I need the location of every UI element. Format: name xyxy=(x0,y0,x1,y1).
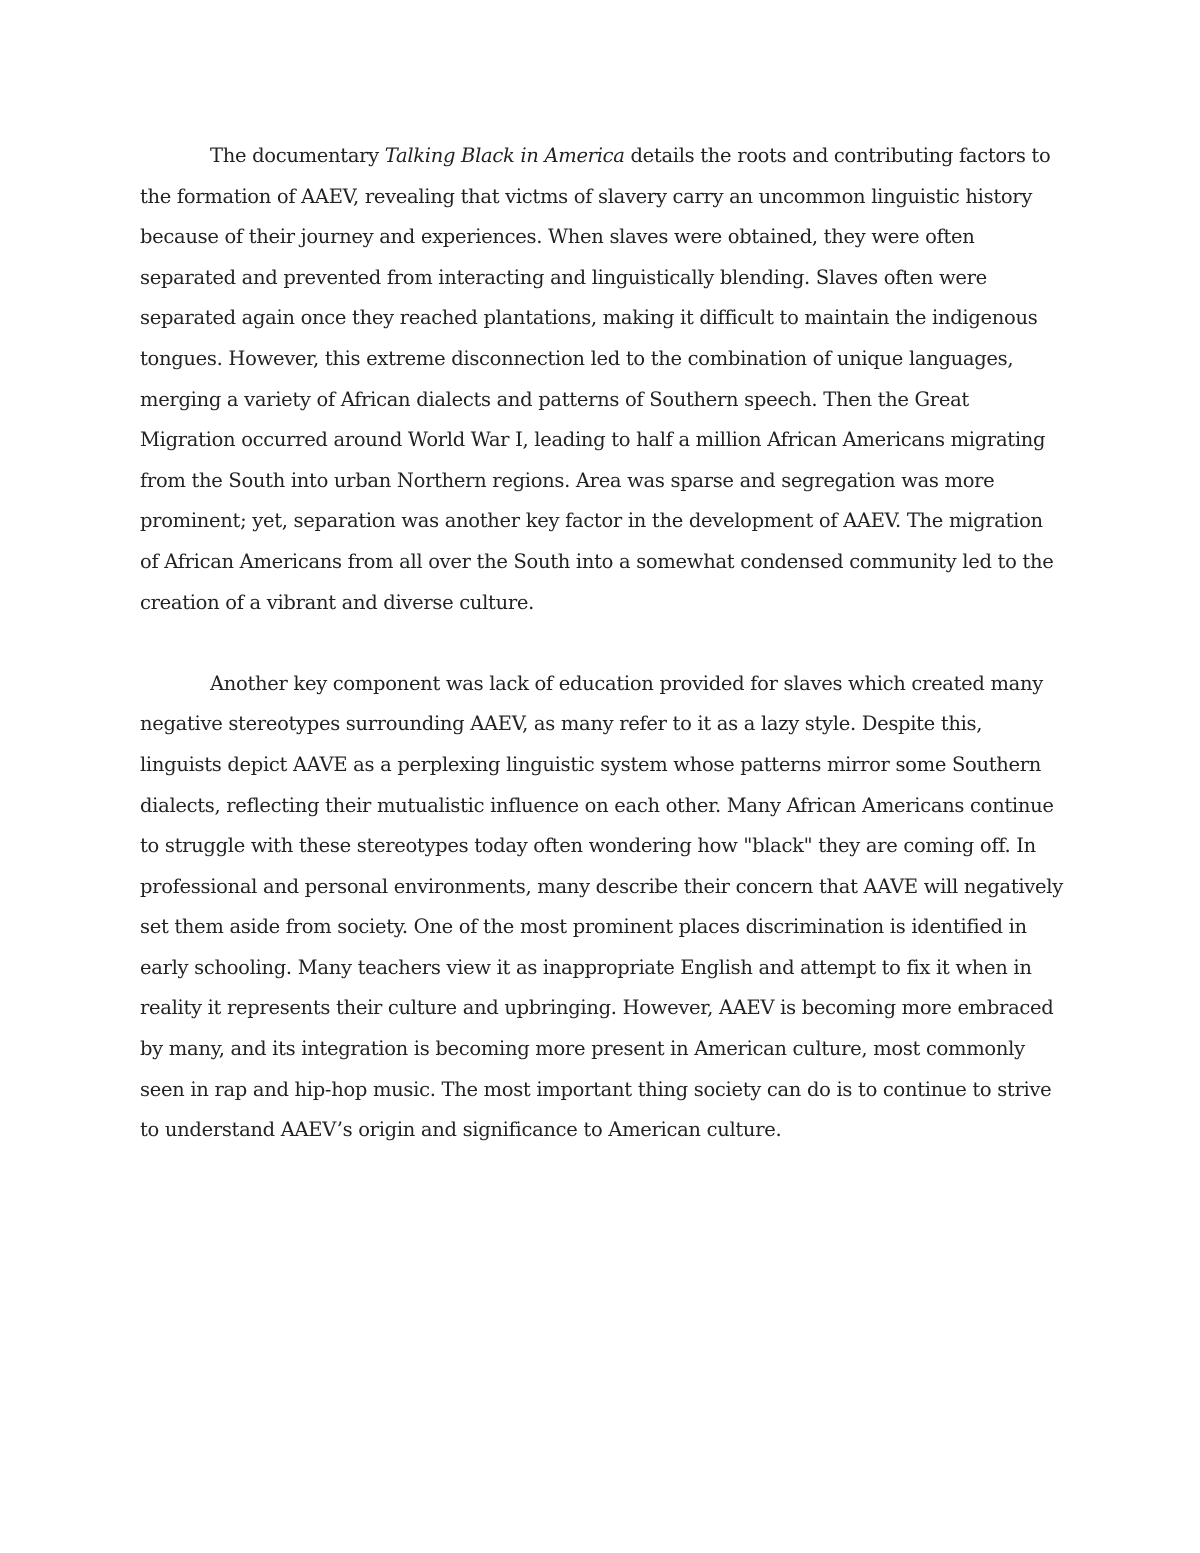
paragraph-1-body: details the roots and contributing factors to the formation of AAEV, revealing that victms of slavery carry an uncommon linguistic history because of their journey and experiences. When slaves were obtained, they were often separated and prevented from interacting and linguistically blending. Slaves often were separated again once they reached plantations, making it difficult to maintain the indigenous tongues. However, this extreme disconnection led to the combination of unique languages, merging a variety of African dialects and patterns of Southern speech. Then the Great Migration occurred around World War I, leading to half a million African Americans migrating from the South into urban Northern regions. Area was sparse and segregation was more prominent; yet, separation was another key factor in the development of AAEV. The migration of African Americans from all over the South into a somewhat condensed community led to the creation of a vibrant and diverse culture. xyxy=(140,144,1054,614)
document-body xyxy=(140,136,1065,1151)
paragraph-2: Another key component was lack of education provided for slaves which created many negative stereotypes surrounding AAEV, as many refer to it as a lazy style. Despite this, linguists depict AAVE as a perplexing linguistic system whose patterns mirror some Southern dialects, reflecting their mutualistic influence on each other. Many African Americans continue to struggle with these stereotypes today often wondering how "black" they are coming off. In professional and personal environments, many describe their concern that AAVE will negatively set them aside from society. One of the most prominent places discrimination is identified in early schooling. Many teachers view it as inappropriate English and attempt to fix it when in reality it represents their culture and upbringing. However, AAEV is becoming more embraced by many, and its integration is becoming more present in American culture, most commonly seen in rap and hip-hop music. The most important thing society can do is to continue to strive to understand AAEV’s origin and significance to American culture. xyxy=(140,671,1063,1142)
paragraph-1 xyxy=(140,136,1065,623)
paragraph-1-intro: The documentary xyxy=(210,144,385,167)
documentary-title: Talking Black in America xyxy=(384,144,625,167)
